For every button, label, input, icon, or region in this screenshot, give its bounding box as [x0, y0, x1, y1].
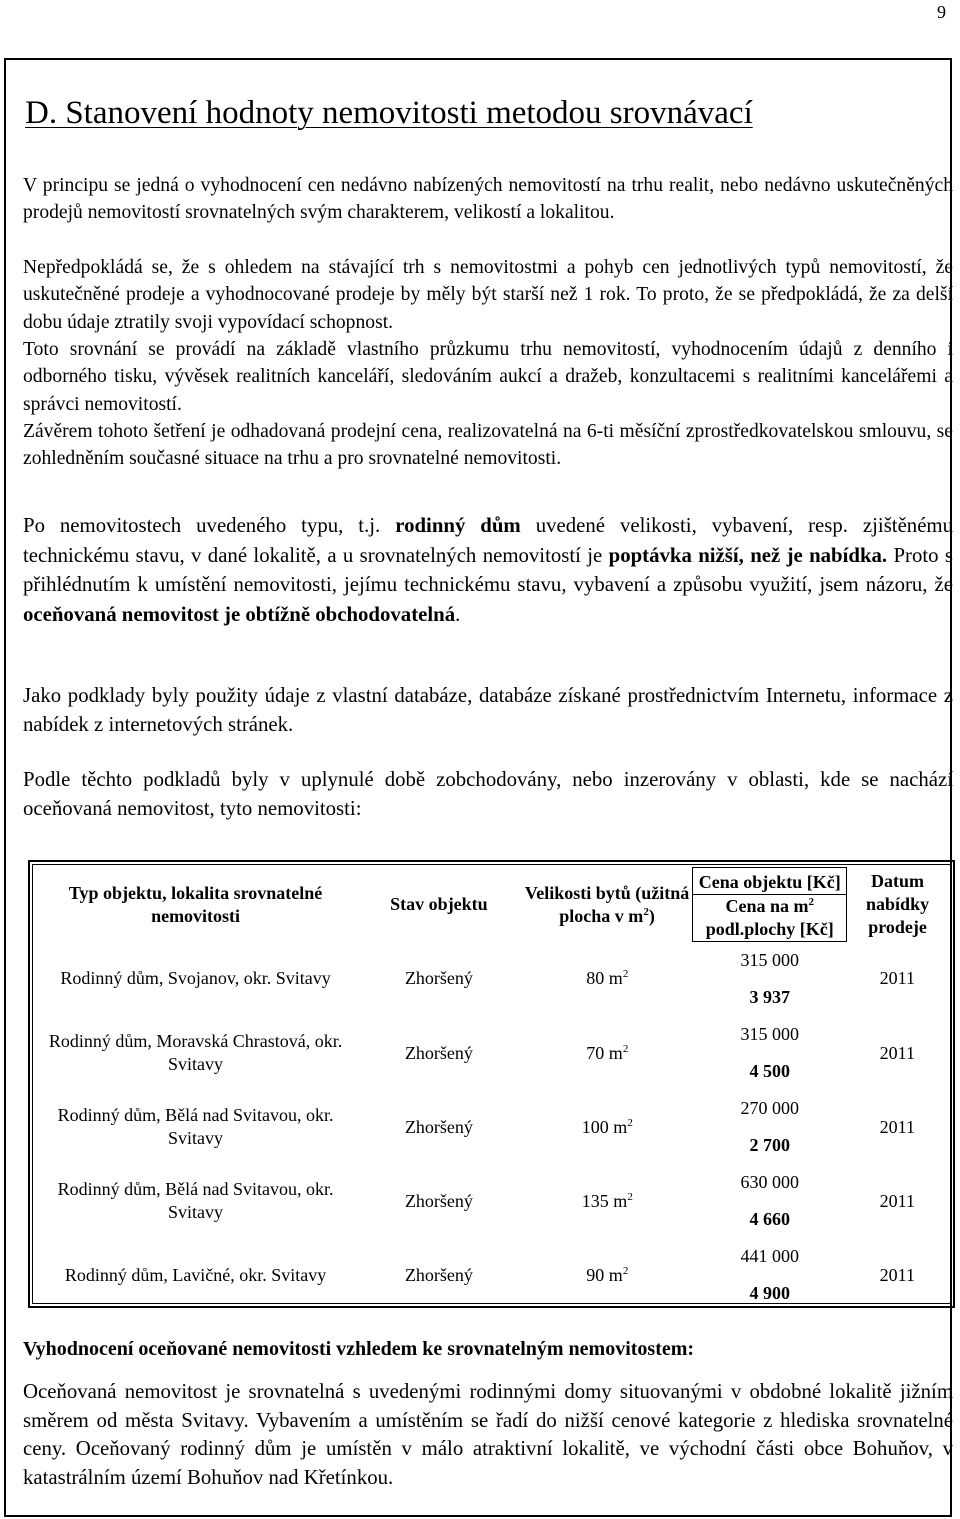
cell-price — [693, 1090, 847, 1164]
paragraph-intro-table: Podle těchto podkladů byly v uplynulé době zobchodovány, nebo inzerovány v oblasti, kde se nachází oceňovaná nemovitost, tyto nemovitosti: — [23, 768, 953, 820]
cell-price-m2: 4 900 — [749, 1283, 790, 1303]
comparison-table — [28, 860, 955, 1308]
cell-type-text: Rodinný dům, Svojanov, okr. Svitavy — [60, 968, 331, 989]
table-row — [35, 1090, 948, 1164]
cell-type — [35, 942, 356, 1017]
header-price — [693, 868, 847, 942]
cell-price-object: 441 000 — [740, 1246, 799, 1266]
text-span: . — [455, 602, 461, 626]
table-row — [35, 1016, 948, 1090]
cell-state: Zhoršený — [404, 1116, 473, 1137]
cell-price — [693, 1238, 847, 1312]
cell-type — [35, 1164, 356, 1238]
cell-size-sup: 2 — [622, 968, 629, 981]
cell-size-text: 80 m — [586, 968, 623, 989]
cell-size — [522, 1090, 693, 1164]
cell-type-text: Rodinný dům, Bělá nad Svitavou, okr. Svitavy — [57, 1179, 334, 1222]
header-size-close: ) — [648, 905, 655, 926]
cell-type-text: Rodinný dům, Bělá nad Svitavou, okr. Svitavy — [57, 1105, 334, 1148]
paragraph-demand — [23, 511, 953, 629]
comparison-table-grid — [35, 867, 948, 1312]
cell-state: Zhoršený — [404, 1042, 473, 1063]
text-span: uvedené velikosti, vybavení, resp. zjištěnému technickému stavu, v dané lokalitě, a u srovnatelných nemovitostí je — [23, 514, 953, 567]
cell-price — [693, 942, 847, 1017]
cell-state: Zhoršený — [404, 968, 473, 989]
cell-size-sup: 2 — [622, 1042, 629, 1055]
cell-price-object: 630 000 — [740, 1172, 799, 1192]
cell-size — [522, 1164, 693, 1238]
cell-date: 2011 — [879, 1042, 915, 1063]
cell-state: Zhoršený — [404, 1190, 473, 1211]
header-size — [522, 868, 693, 942]
text-span: Po nemovitostech uvedeného typu, t.j. — [23, 514, 396, 537]
header-type: Typ objektu, lokalita srovnatelné nemovitosti — [68, 882, 323, 926]
cell-size-text: 135 m — [581, 1190, 628, 1211]
content-frame — [4, 58, 952, 1517]
table-row — [35, 1238, 948, 1312]
header-size-sup: 2 — [643, 905, 649, 918]
cell-type — [35, 1238, 356, 1312]
header-price-m2 — [693, 894, 846, 941]
cell-price — [693, 1164, 847, 1238]
cell-size — [522, 1016, 693, 1090]
cell-price-m2: 4 660 — [749, 1209, 790, 1229]
cell-price — [693, 1016, 847, 1090]
cell-size-sup: 2 — [627, 1190, 633, 1203]
header-price-object: Cena objektu [Kč] — [698, 872, 841, 892]
cell-state: Zhoršený — [404, 1264, 473, 1285]
cell-type — [35, 1090, 356, 1164]
cell-size-text: 90 m — [586, 1264, 623, 1285]
evaluation-title: Vyhodnocení oceňované nemovitosti vzhledem ke srovnatelným nemovitostem: — [23, 1338, 695, 1360]
page-number: 9 — [937, 2, 946, 22]
table-row — [35, 942, 948, 1017]
header-size-text: Velikosti bytů (užitná plocha v m — [524, 882, 690, 926]
cell-size-sup: 2 — [627, 1116, 633, 1129]
evaluation-text: Oceňovaná nemovitost je srovnatelná s uvedenými rodinnými domy situovanými v obdobné lokalitě jižním směrem od města Svitavy. Vybavením a umístěním se řadí do nižší cenové kategorie z hlediska srovnatelné ceny. Oceňovaný rodinný dům je umístěn v málo atraktivní lokalitě, ve východní části obce Bohuňov, v katastrálním území Bohuňov nad Křetínkou. — [23, 1380, 953, 1489]
cell-price-m2: 3 937 — [749, 987, 790, 1007]
table-row — [35, 1164, 948, 1238]
cell-price-m2: 4 500 — [749, 1061, 790, 1081]
cell-price-object: 315 000 — [740, 1024, 799, 1044]
header-price-m2-sup: 2 — [808, 896, 814, 908]
cell-price-m2: 2 700 — [749, 1135, 790, 1155]
cell-date: 2011 — [879, 1264, 915, 1285]
cell-size-text: 100 m — [581, 1116, 628, 1137]
bold-demand: poptávka nižší, než je nabídka. — [608, 543, 888, 567]
cell-size-sup: 2 — [622, 1264, 629, 1277]
bold-marketability: oceňovaná nemovitost je obtížně obchodovatelná — [23, 602, 456, 626]
paragraph-conclusion: Závěrem tohoto šetření je odhadovaná prodejní cena, realizovatelná na 6-ti měsíční zprostředkovatelskou smlouvu, se zohledněním současné situace na trhu a pro srovnatelné nemovitosti. — [23, 421, 953, 470]
cell-size — [522, 942, 693, 1017]
bold-house-type: rodinný dům — [395, 514, 521, 537]
paragraph-survey: Toto srovnání se provádí na základě vlastního průzkumu trhu nemovitostí, vyhodnocením údajů z denního i odborného tisku, vývěsek realitních kanceláří, sledováním aukcí a dražeb, konzultacemi s realitními kancelářemi a správci nemovitostí. — [23, 339, 953, 415]
cell-type — [35, 1016, 356, 1090]
text-span: Proto s přihlédnutím k umístění nemovitosti, jejímu technickému stavu, vybavení a způsobu využití, jsem názoru, že — [23, 543, 954, 596]
cell-price-object: 270 000 — [740, 1098, 799, 1118]
table-header-row — [35, 868, 948, 942]
cell-size-text: 70 m — [586, 1042, 623, 1063]
paragraph-assumption: Nepředpokládá se, že s ohledem na stávající trh s nemovitostmi a pohyb cen jednotlivých typů nemovitostí, že uskutečněné prodeje a vyhodnocované prodeje by měly být starší než 1 rok. To proto, že se předpokládá, že za delší dobu údaje ztratily svoji vypovídací schopnost. — [23, 257, 953, 333]
cell-type-text: Rodinný dům, Lavičné, okr. Svitavy — [64, 1264, 327, 1285]
header-date: Datum nabídky prodeje — [866, 871, 930, 937]
cell-size — [522, 1238, 693, 1312]
header-price-m2-text: Cena na m — [725, 896, 809, 916]
cell-date: 2011 — [879, 1116, 915, 1137]
header-price-m2-rest: podl.plochy [Kč] — [705, 919, 834, 939]
cell-type-text: Rodinný dům, Moravská Chrastová, okr. Svitavy — [48, 1031, 343, 1074]
section-heading: D. Stanovení hodnoty nemovitosti metodou srovnávací — [25, 95, 753, 131]
cell-date: 2011 — [879, 968, 915, 989]
cell-date: 2011 — [879, 1190, 915, 1211]
cell-price-object: 315 000 — [740, 950, 799, 970]
paragraph-sources: Jako podklady byly použity údaje z vlastní databáze, databáze získané prostřednictvím Internetu, informace z nabídek z internetových stránek. — [23, 684, 953, 736]
header-state: Stav objektu — [390, 894, 488, 914]
paragraph-principle: V principu se jedná o vyhodnocení cen nedávno nabízených nemovitostí na trhu realit, nebo nedávno uskutečněných prodejů nemovitostí srovnatelných svým charakterem, velikostí a lokalitou. — [23, 175, 953, 224]
